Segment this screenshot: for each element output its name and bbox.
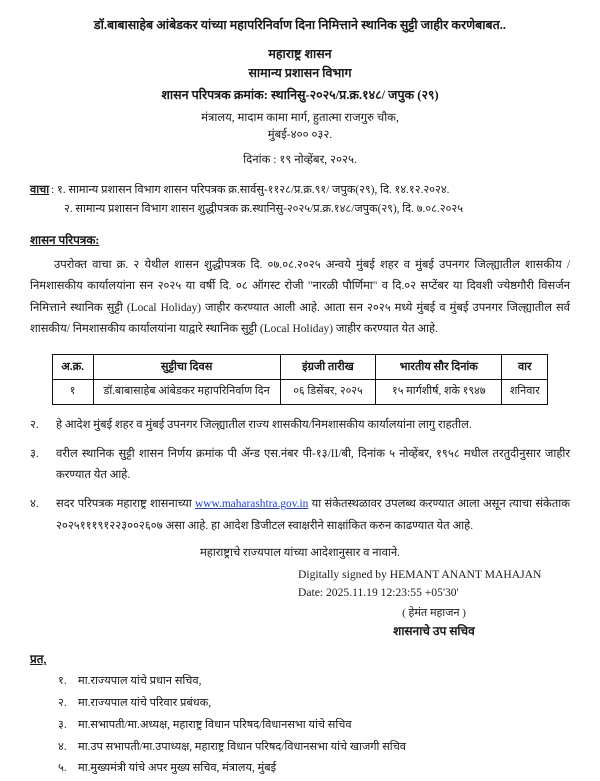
point-4-text-before: सदर परिपत्रक महाराष्ट्र शासनाच्या [56, 497, 196, 510]
copy-to-list [30, 671, 570, 780]
point-3 [30, 444, 570, 487]
column-header-day: वार [502, 354, 548, 379]
order-authority-line: महाराष्ट्राचे राज्यपाल यांच्या आदेशानुसार व नावाने. [199, 547, 401, 560]
list-item [30, 737, 570, 759]
point-4-text [56, 494, 570, 537]
page-title: डॉ.बाबासाहेब आंबेडकर यांच्या महापरिनिर्वाण दिना निमित्ताने स्थानिक सुट्टी जाहीर करणेबाबत.. [93, 18, 507, 32]
copy-item-3-number: ३. [58, 718, 67, 731]
cell-indian-date: १५ मार्गशीर्ष, शके १९४७ [376, 379, 502, 404]
list-item [30, 715, 570, 737]
government-header [30, 45, 570, 169]
copy-item-2-number: २. [58, 696, 67, 709]
section-title: शासन परिपत्रक: [30, 233, 100, 248]
references-block: वाचा : १. सामान्य प्रशासन विभाग शासन परिपत्रक क्र.सार्वसु-११२८/प्र.क्र.९१/ जपुक(२९), दि. १४.१२.२०२४. २. सामान्य प्रशासन विभाग शासन शुद्धीपत्रक क्र.स्थानिसु-२०२५/प्र.क्र.१४८/जपुक(२९), दि. ७.०८.२०२५ [30, 181, 570, 218]
list-item [30, 758, 570, 780]
cell-day: शनिवार [502, 379, 548, 404]
copy-item-4-number: ४. [58, 740, 67, 753]
address-line-1: मंत्रालय, मादाम कामा मार्ग, हुतात्मा राजगुरु चौक, [201, 111, 399, 124]
copy-item-4-text: मा.उप सभापती/मा.उपाध्यक्ष, महाराष्ट्र विधान परिषद/विधानसभा यांचे खाजगी सचिव [78, 740, 407, 753]
cell-index: १ [52, 379, 93, 404]
table-header-row [52, 354, 548, 379]
reference-label: वाचा [30, 184, 50, 197]
cell-occasion: डॉ.बाबासाहेब आंबेडकर महापरिनिर्वाण दिन [93, 379, 280, 404]
date-label: दिनांक : [243, 154, 277, 167]
column-header-occasion: सुट्टीचा दिवस [93, 354, 280, 379]
point-3-number: ३. [30, 447, 39, 460]
copy-item-2-text: मा.राज्यपाल यांचे परिवार प्रबंधक, [78, 696, 212, 709]
point-2 [30, 415, 570, 437]
copy-item-5-text: मा.मुख्यमंत्री यांचे अपर मुख्य सचिव, मंत्रालय, मुंबई [78, 762, 277, 775]
signature-line-1: Digitally signed by HEMANT ANANT MAHAJAN [298, 568, 542, 582]
list-item [30, 671, 570, 693]
column-header-index: अ.क्र. [52, 354, 93, 379]
cell-english-date: ०६ डिसेंबर, २०२५ [280, 379, 376, 404]
point-2-text: हे आदेश मुंबई शहर व मुंबई उपनगर जिल्ह्यातील राज्य शासकीय/निमशासकीय कार्यालयांना लागु राहतील. [56, 418, 472, 431]
date-value: १९ नोव्हेंबर, २०२५. [279, 154, 357, 167]
numbered-points [30, 415, 570, 537]
digital-signature-block [30, 566, 570, 601]
copy-item-5-number: ५. [58, 762, 67, 775]
copy-item-1-text: मा.राज्यपाल यांचे प्रधान सचिव, [78, 675, 202, 688]
copy-item-3-text: मा.सभापती/मा.अध्यक्ष, महाराष्ट्र विधान परिषद/विधानसभा यांचे सचिव [78, 718, 352, 731]
gr-number: शासन परिपत्रक क्रमांक: स्थानिसु-२०२५/प्र.क्र.१४८/ जपुक (२९) [161, 87, 439, 102]
copy-item-1-number: १. [58, 675, 67, 688]
signature-line-2: Date: 2025.11.19 12:23:55 +05'30' [298, 585, 459, 599]
point-4 [30, 494, 570, 537]
point-2-number: २. [30, 418, 39, 431]
reference-item-2: २. सामान्य प्रशासन विभाग शासन शुद्धीपत्रक क्र.स्थानिसु-२०२५/प्र.क्र.१४८/जपुक(२९), दि. ७.०८.२०२५ [64, 202, 464, 215]
signer-name: ( हेमंत महाजन ) [402, 607, 466, 620]
signer-title: शासनाचे उप सचिव [393, 624, 475, 639]
holiday-table [52, 354, 549, 405]
document-date [30, 152, 570, 169]
point-3-text: वरील स्थानिक सुट्टी शासन निर्णय क्रमांक पी ॲन्ड एस.नंबर पी-१३/II/बी, दिनांक ५ नोव्हेंबर, १९५८ मधील तरतुदीनुसार जाहीर करण्यात येत आहे. [56, 447, 570, 482]
reference-item-1: १. सामान्य प्रशासन विभाग शासन परिपत्रक क्र.सार्वसु-११२८/प्र.क्र.९१/ जपुक(२९), दि. १४.१२.२०२४. [57, 184, 450, 197]
government-name: महाराष्ट्र शासन [268, 47, 332, 62]
copy-to-label: प्रत, [30, 652, 47, 667]
point-4-text-after: या संकेतस्थळावर उपलब्ध करण्यात आला असून त्याचा संकेताक २०२५१११९१२२३००२६०७ असा आहे. हा आदेश डिजीटल स्वाक्षरीने साक्षांकित करुन काढण्यात येत आहे. [56, 497, 570, 532]
column-header-indian-date: भारतीय सौर दिनांक [376, 354, 502, 379]
department-name: सामान्य प्रशासन विभाग [248, 66, 352, 81]
address-line-2: मुंबई-४०० ०३२. [267, 128, 333, 141]
maharashtra-gov-link[interactable]: www.maharashtra.gov.in [195, 497, 309, 510]
list-item [30, 693, 570, 715]
main-paragraph: उपरोक्त वाचा क्र. २ येथील शासन शुद्धीपत्रक दि. ०७.०८.२०२५ अन्वये मुंबई शहर व मुंबई उपनगर जिल्ह्यातील शासकीय /निमशासकीय कार्यालयांना सन २०२५ या वर्षी दि. ०८ ऑगस्ट रोजी "नारळी पौर्णिमा" व दि.०२ सप्टेंबर या दिवशी ज्येष्ठगौरी विसर्जन निमित्ताने स्थानिक सुट्टी (Local Holiday) जाहीर करण्यात आली आहे. आता सन २०२५ मध्ये मुंबई व मुंबई उपनगर जिल्ह्यातील सर्व शासकीय/ निमशासकीय कार्यालयांना या‍द्वारे स्थानिक सुट्टी (Local Holiday) जाहीर करण्यात येत आहे. [30, 259, 570, 335]
table-row [52, 379, 548, 404]
point-4-number: ४. [30, 497, 39, 510]
column-header-english-date: इंग्रजी तारीख [280, 354, 376, 379]
